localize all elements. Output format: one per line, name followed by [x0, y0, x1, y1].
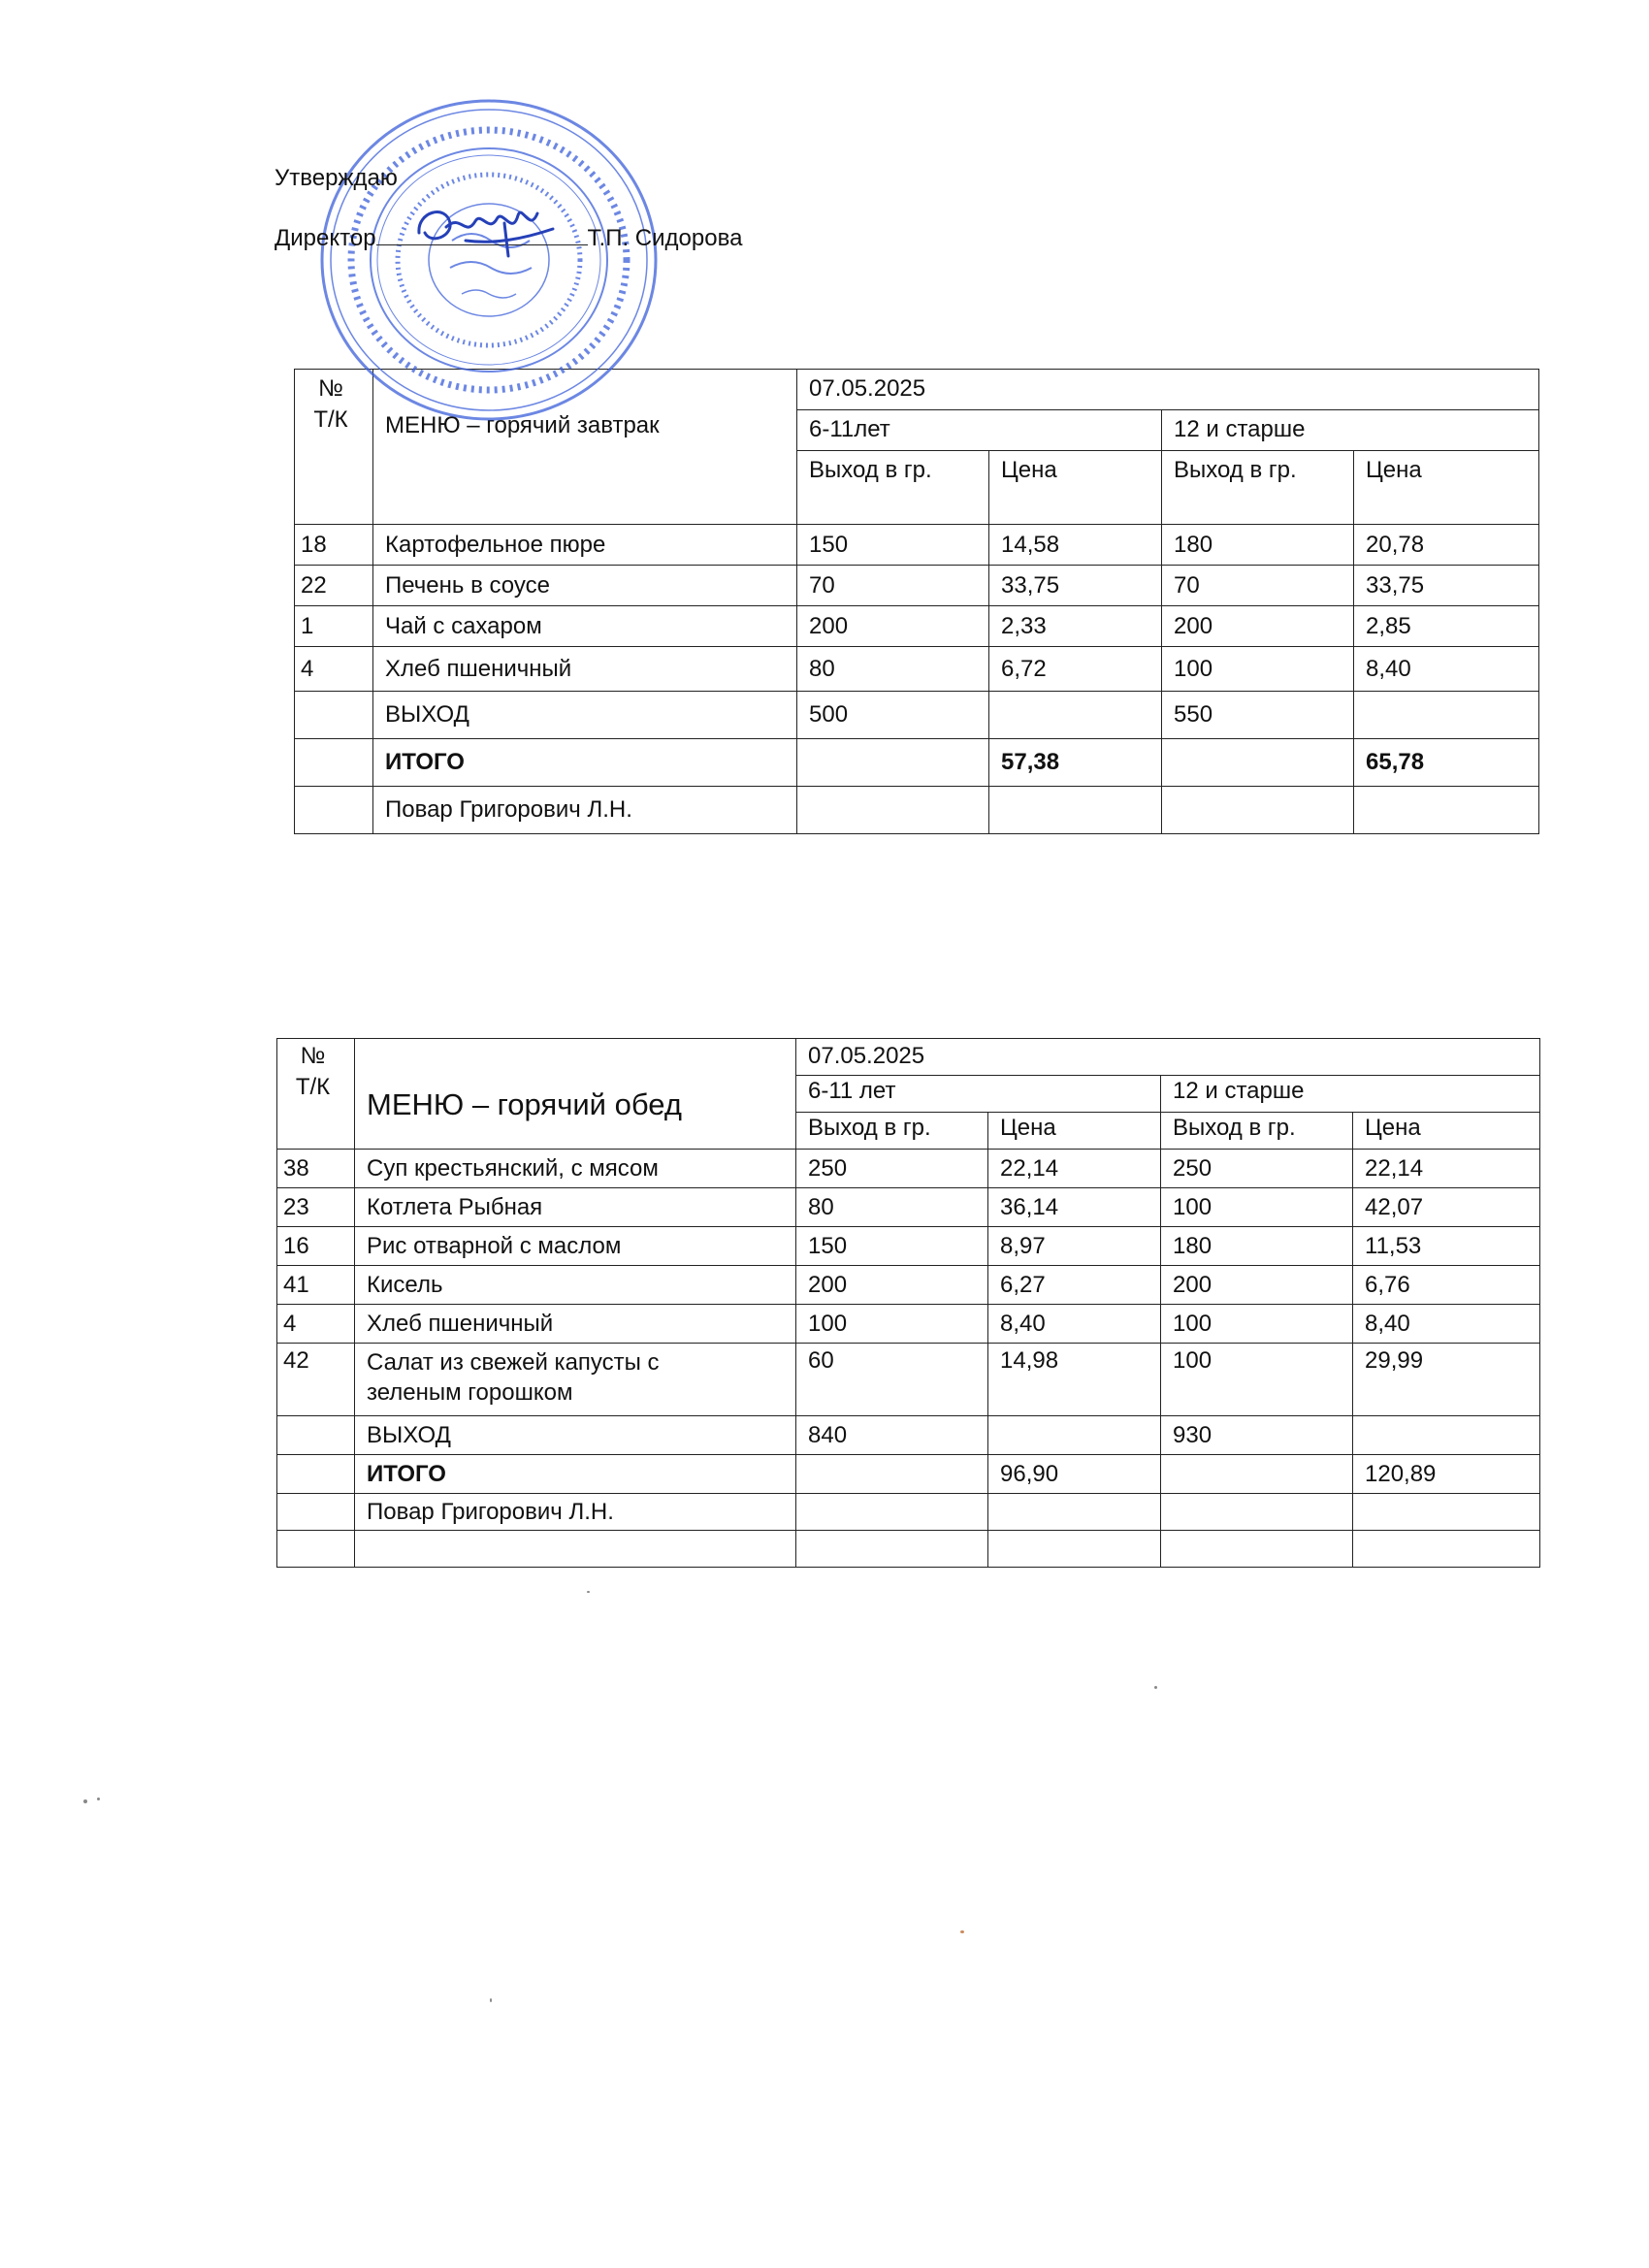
empty-cell — [295, 692, 373, 739]
total-label: ИТОГО — [373, 739, 797, 787]
scan-speck — [960, 1930, 964, 1933]
item-output-2: 250 — [1161, 1150, 1353, 1188]
item-number: 23 — [277, 1188, 355, 1227]
total-price-2: 120,89 — [1353, 1455, 1540, 1494]
item-output-2: 180 — [1162, 525, 1354, 566]
empty-cell — [277, 1416, 355, 1455]
item-price-1: 6,72 — [989, 647, 1162, 692]
item-number: 41 — [277, 1266, 355, 1305]
empty-cell — [796, 1531, 988, 1568]
item-price-2: 6,76 — [1353, 1266, 1540, 1305]
col-output-2: Выход в гр. — [1161, 1113, 1353, 1150]
total-price-1: 57,38 — [989, 739, 1162, 787]
empty-cell — [797, 739, 989, 787]
item-price-1: 33,75 — [989, 566, 1162, 606]
item-output-1: 150 — [796, 1227, 988, 1266]
item-name: Хлеб пшеничный — [373, 647, 797, 692]
age-group-6-11: 6-11лет — [797, 410, 1162, 451]
item-name: Салат из свежей капусты с зеленым горошком — [355, 1344, 796, 1416]
item-output-2: 100 — [1161, 1344, 1353, 1416]
output-label: ВЫХОД — [373, 692, 797, 739]
item-number: 18 — [295, 525, 373, 566]
col-price-1: Цена — [989, 451, 1162, 525]
item-price-1: 6,27 — [988, 1266, 1161, 1305]
item-name: Суп крестьянский, с мясом — [355, 1150, 796, 1188]
item-price-2: 22,14 — [1353, 1150, 1540, 1188]
item-output-1: 70 — [797, 566, 989, 606]
header-number — [277, 1039, 355, 1150]
age-group-12-plus: 12 и старше — [1162, 410, 1539, 451]
table-row — [277, 1344, 1540, 1416]
item-name: Хлеб пшеничный — [355, 1305, 796, 1344]
item-name: Котлета Рыбная — [355, 1188, 796, 1227]
cook-name: Повар Григорович Л.Н. — [373, 787, 797, 834]
item-price-1: 8,97 — [988, 1227, 1161, 1266]
header-number-label: № Т/К — [295, 1043, 331, 1101]
menu-title: МЕНЮ – горячий обед — [367, 1087, 682, 1121]
empty-cell — [277, 1531, 355, 1568]
item-price-2: 2,85 — [1354, 606, 1539, 647]
item-output-2: 200 — [1161, 1266, 1353, 1305]
cook-name: Повар Григорович Л.Н. — [355, 1494, 796, 1531]
item-number: 16 — [277, 1227, 355, 1266]
output-row — [277, 1416, 1540, 1455]
empty-cell — [1161, 1455, 1353, 1494]
lunch-menu-table — [276, 1038, 1540, 1568]
menu-title: МЕНЮ – горячий завтрак — [385, 412, 660, 438]
empty-cell — [988, 1494, 1161, 1531]
approval-block — [275, 165, 743, 251]
item-price-2: 8,40 — [1353, 1305, 1540, 1344]
item-output-2: 100 — [1161, 1188, 1353, 1227]
empty-cell — [797, 787, 989, 834]
director-name: Т.П. Сидорова — [587, 225, 743, 251]
item-output-1: 200 — [797, 606, 989, 647]
item-price-2: 8,40 — [1354, 647, 1539, 692]
table-row — [295, 566, 1539, 606]
cook-row — [277, 1494, 1540, 1531]
item-output-2: 180 — [1161, 1227, 1353, 1266]
director-signature — [407, 194, 563, 262]
table-row — [277, 1305, 1540, 1344]
item-name: Рис отварной с маслом — [355, 1227, 796, 1266]
empty-cell — [989, 787, 1162, 834]
cook-row — [295, 787, 1539, 834]
item-price-1: 2,33 — [989, 606, 1162, 647]
item-price-1: 36,14 — [988, 1188, 1161, 1227]
empty-cell — [1162, 787, 1354, 834]
blank-row — [277, 1531, 1540, 1568]
empty-cell — [277, 1455, 355, 1494]
col-output-1: Выход в гр. — [797, 451, 989, 525]
approve-text: Утверждаю — [275, 165, 398, 191]
item-output-2: 100 — [1161, 1305, 1353, 1344]
table-row — [277, 1266, 1540, 1305]
total-price-2: 65,78 — [1354, 739, 1539, 787]
director-label: Директор — [275, 225, 376, 251]
table-row — [295, 525, 1539, 566]
item-price-2: 42,07 — [1353, 1188, 1540, 1227]
empty-cell — [1162, 739, 1354, 787]
item-price-1: 22,14 — [988, 1150, 1161, 1188]
table-row — [295, 606, 1539, 647]
item-output-2: 70 — [1162, 566, 1354, 606]
item-output-1: 60 — [796, 1344, 988, 1416]
empty-cell — [988, 1416, 1161, 1455]
age-group-6-11: 6-11 лет — [796, 1076, 1161, 1113]
item-number: 38 — [277, 1150, 355, 1188]
header-date: 07.05.2025 — [797, 370, 1539, 410]
item-price-1: 14,58 — [989, 525, 1162, 566]
total-row — [277, 1455, 1540, 1494]
output-total-1: 500 — [797, 692, 989, 739]
empty-cell — [295, 787, 373, 834]
col-price-2: Цена — [1354, 451, 1539, 525]
empty-cell — [988, 1531, 1161, 1568]
item-output-1: 80 — [796, 1188, 988, 1227]
total-label: ИТОГО — [355, 1455, 796, 1494]
output-label: ВЫХОД — [355, 1416, 796, 1455]
empty-cell — [1354, 787, 1539, 834]
item-price-2: 11,53 — [1353, 1227, 1540, 1266]
item-number: 42 — [277, 1344, 355, 1416]
scan-speck — [587, 1591, 590, 1593]
item-price-1: 14,98 — [988, 1344, 1161, 1416]
table-row — [295, 647, 1539, 692]
item-output-1: 80 — [797, 647, 989, 692]
col-output-1: Выход в гр. — [796, 1113, 988, 1150]
item-output-1: 200 — [796, 1266, 988, 1305]
output-total-2: 930 — [1161, 1416, 1353, 1455]
empty-cell — [355, 1531, 796, 1568]
item-name: Печень в соусе — [373, 566, 797, 606]
empty-cell — [1353, 1531, 1540, 1568]
item-price-2: 29,99 — [1353, 1344, 1540, 1416]
item-output-1: 250 — [796, 1150, 988, 1188]
item-name: Кисель — [355, 1266, 796, 1305]
item-name: Чай с сахаром — [373, 606, 797, 647]
table-row — [277, 1150, 1540, 1188]
header-title — [355, 1039, 796, 1150]
item-number: 4 — [277, 1305, 355, 1344]
item-output-1: 100 — [796, 1305, 988, 1344]
table-row — [277, 1188, 1540, 1227]
age-group-12-plus: 12 и старше — [1161, 1076, 1540, 1113]
col-output-2: Выход в гр. — [1162, 451, 1354, 525]
output-total-1: 840 — [796, 1416, 988, 1455]
item-price-2: 33,75 — [1354, 566, 1539, 606]
empty-cell — [989, 692, 1162, 739]
scan-speck — [83, 1799, 87, 1803]
empty-cell — [796, 1494, 988, 1531]
header-date: 07.05.2025 — [796, 1039, 1540, 1076]
empty-cell — [1354, 692, 1539, 739]
scan-speck — [97, 1798, 100, 1800]
item-price-1: 8,40 — [988, 1305, 1161, 1344]
empty-cell — [1161, 1531, 1353, 1568]
total-row — [295, 739, 1539, 787]
col-price-2: Цена — [1353, 1113, 1540, 1150]
header-number-label: № Т/К — [313, 375, 348, 434]
item-number: 22 — [295, 566, 373, 606]
col-price-1: Цена — [988, 1113, 1161, 1150]
empty-cell — [1353, 1494, 1540, 1531]
item-output-1: 150 — [797, 525, 989, 566]
item-number: 1 — [295, 606, 373, 647]
item-price-2: 20,78 — [1354, 525, 1539, 566]
output-total-2: 550 — [1162, 692, 1354, 739]
item-output-2: 200 — [1162, 606, 1354, 647]
empty-cell — [1353, 1416, 1540, 1455]
empty-cell — [295, 739, 373, 787]
item-output-2: 100 — [1162, 647, 1354, 692]
empty-cell — [277, 1494, 355, 1531]
empty-cell — [1161, 1494, 1353, 1531]
table-row — [277, 1227, 1540, 1266]
item-number: 4 — [295, 647, 373, 692]
total-price-1: 96,90 — [988, 1455, 1161, 1494]
item-name: Картофельное пюре — [373, 525, 797, 566]
breakfast-menu-table — [294, 369, 1539, 834]
scan-speck — [1154, 1686, 1157, 1689]
output-row — [295, 692, 1539, 739]
scan-speck — [490, 1998, 492, 2002]
empty-cell — [796, 1455, 988, 1494]
